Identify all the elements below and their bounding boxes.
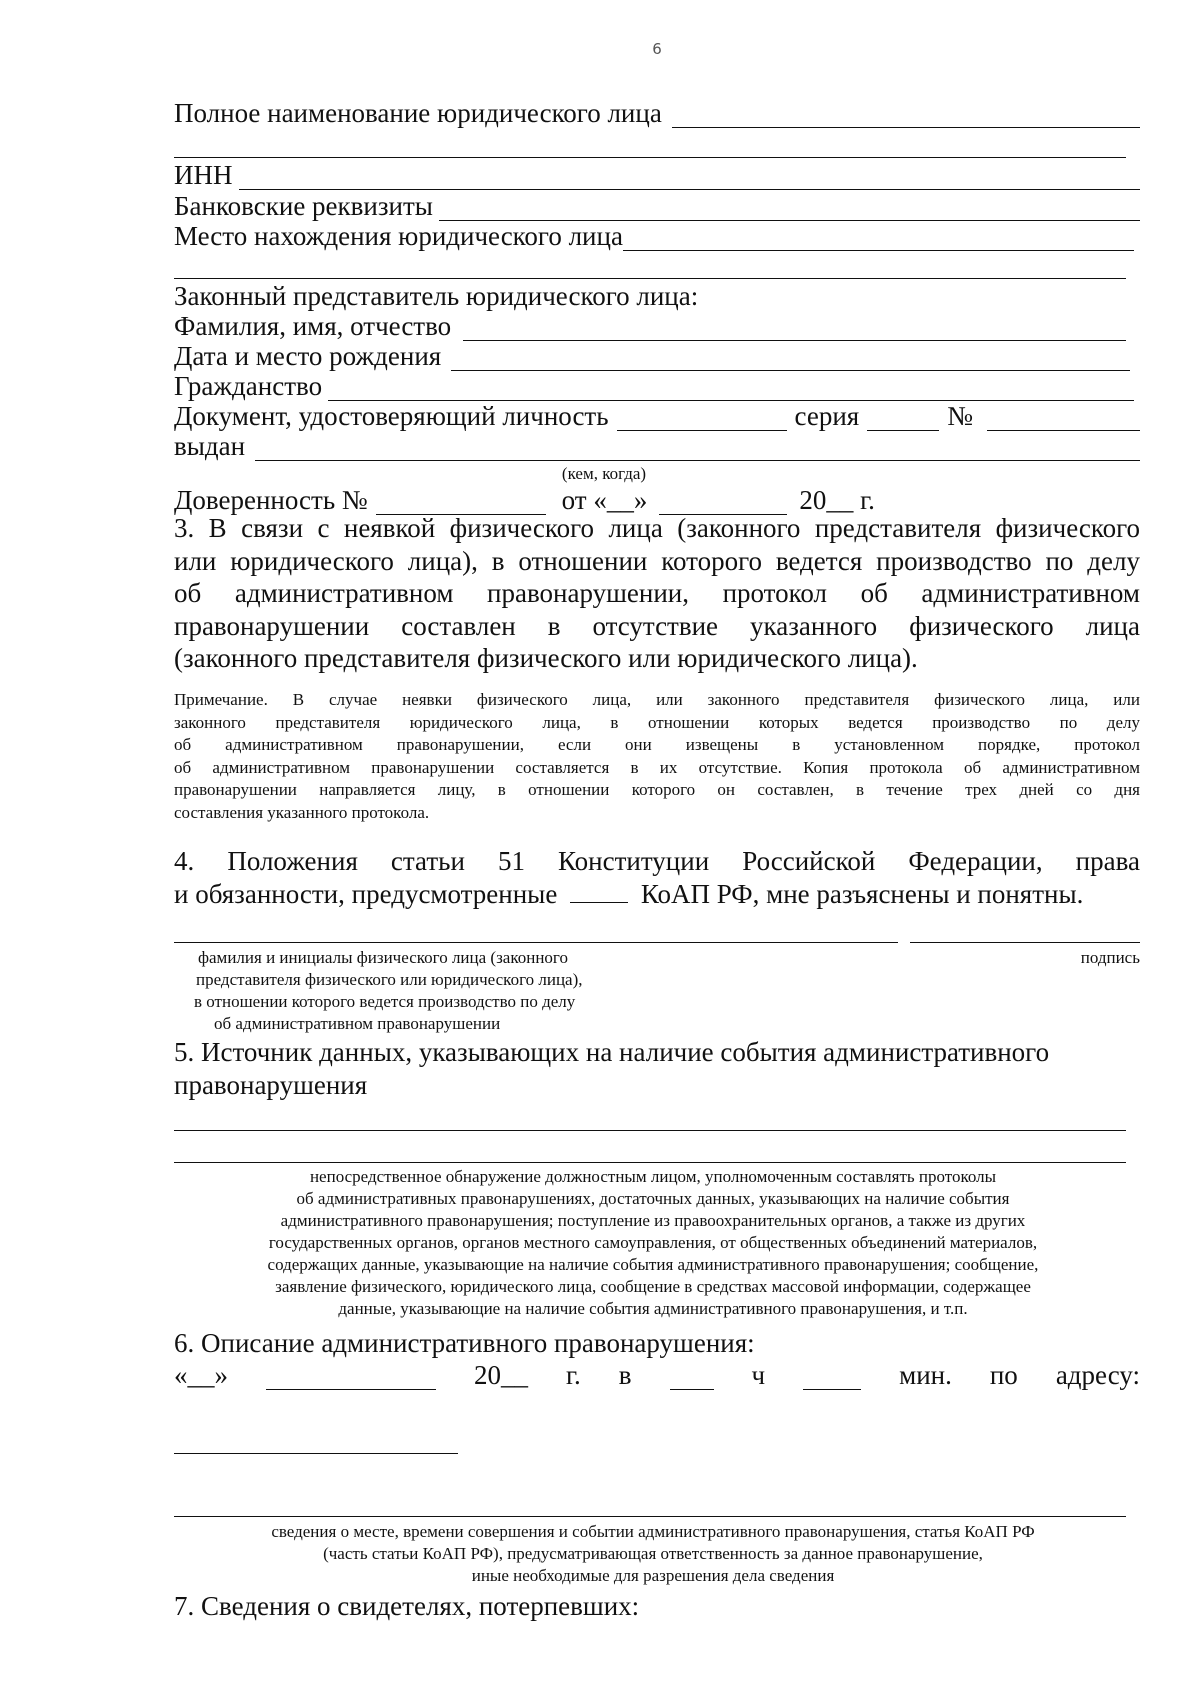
representative-heading: Законный представитель юридического лица:	[174, 281, 699, 311]
address-line[interactable]	[174, 1453, 458, 1454]
field-issued[interactable]	[174, 431, 1140, 461]
field-birth[interactable]	[174, 341, 1130, 371]
issued-line[interactable]	[255, 438, 1140, 461]
location-line-2[interactable]	[174, 278, 1126, 279]
signature-fio-hint: фамилия и инициалы физического лица (законного представителя физического или юридического лица), в отношении которого ведется производство по делу об административном правонарушении	[194, 948, 583, 1033]
section-7-title: 7. Сведения о свидетелях, потерпевших:	[174, 1591, 640, 1621]
page-number: 6	[652, 40, 662, 58]
id-doc-line[interactable]	[617, 408, 787, 431]
address-label: адресу:	[1055, 1360, 1140, 1390]
citizenship-line[interactable]	[328, 378, 1134, 401]
fio-signature-line[interactable]	[174, 942, 898, 943]
at-label: в	[618, 1360, 632, 1390]
signature-hint: подпись	[1080, 948, 1140, 967]
section-6-title: 6. Описание административного правонарушения:	[174, 1328, 755, 1358]
field-fio[interactable]	[174, 311, 1126, 341]
series-label: серия	[794, 401, 860, 431]
field-label: Дата и место рождения	[174, 341, 442, 371]
field-label: ИНН	[174, 160, 233, 190]
po-label: по	[989, 1360, 1018, 1390]
issued-hint: (кем, когда)	[561, 464, 647, 483]
description-hint: сведения о месте, времени совершения и событии административного правонарушения, статья КоАП РФ (часть статьи КоАП РФ), предусматривающая ответственность за данное правонарушение, иные необходимые для разрешения дела сведения	[271, 1522, 1035, 1585]
fio-line[interactable]	[463, 318, 1126, 341]
section-5-paragraph: 5. Источник данных, указывающих на наличие события административного правонарушения	[174, 1037, 1050, 1100]
poa-year-label: 20__ г.	[799, 485, 875, 515]
source-hint: непосредственное обнаружение должностным лицом, уполномоченным составлять протоколы об административных правонарушениях, достаточных данных, указывающих на наличие события административного правонарушения; поступление из правоохранительных органов, а также из других государственных органов, органов местного самоуправления, от общественных объединений материалов, содержащих данные, указывающие на наличие события административного правонарушения; сообщение, заявление физического, юридического лица, сообщение в средствах массовой информации, содержащее данные, указывающие на наличие события административного правонарушения, и т.п.	[267, 1167, 1039, 1318]
number-label: №	[947, 401, 973, 431]
source-line-2[interactable]	[174, 1162, 1126, 1163]
field-entity-name[interactable]	[174, 98, 1140, 128]
inn-line[interactable]	[239, 167, 1141, 190]
day-field[interactable]: «__»	[174, 1360, 228, 1390]
section-3-paragraph: 3. В связи с неявкой физического лица (законного представителя физического или юридического лица), в отношении которого ведется производство по делу об административном правонарушении, протокол об административном правонарушении составлен в отсутствие указанного физического лица (законного представителя физического или юридического лица).	[174, 513, 1140, 673]
field-location[interactable]	[174, 221, 1134, 251]
hour-label: ч	[751, 1360, 766, 1390]
field-label: Гражданство	[174, 371, 323, 401]
koap-article-line[interactable]	[570, 880, 628, 903]
description-line[interactable]	[174, 1516, 1126, 1517]
bank-line[interactable]	[439, 198, 1140, 221]
source-line-1[interactable]	[174, 1130, 1126, 1131]
year-suffix: г.	[566, 1360, 581, 1390]
field-label: Доверенность №	[174, 485, 368, 515]
section-4-paragraph: 4. Положения статьи 51 Конституции Российской Федерации, права и обязанности, предусмотренные КоАП РФ, мне разъяснены и понятны.	[174, 846, 1140, 909]
hour-line[interactable]	[670, 1367, 714, 1390]
field-citizenship[interactable]	[174, 371, 1134, 401]
series-line[interactable]	[867, 408, 939, 431]
field-id-doc[interactable]	[174, 401, 1140, 431]
note-paragraph: Примечание. В случае неявки физического лица, или законного представителя физического лица, или законного представителя юридического лица, в отношении которых ведется производство по делу об административном правонарушении, если они извещены в установленном порядке, протокол об административном правонарушении составляется в их отсутствие. Копия протокола об административном правонарушении направляется лицу, в отношении которого он составлен, в течение трех дней со дня составления указанного протокола.	[174, 690, 1140, 822]
minute-line[interactable]	[803, 1367, 861, 1390]
id-number-line[interactable]	[987, 408, 1140, 431]
field-label: Фамилия, имя, отчество	[174, 311, 452, 341]
violation-datetime-row[interactable]	[174, 1360, 1140, 1390]
location-line[interactable]	[623, 228, 1134, 251]
field-label: Документ, удостоверяющий личность	[174, 401, 609, 431]
entity-name-line-2[interactable]	[174, 157, 1126, 158]
field-inn[interactable]	[174, 160, 1140, 190]
entity-name-line[interactable]	[672, 105, 1140, 128]
field-bank[interactable]	[174, 191, 1140, 221]
month-line[interactable]	[266, 1367, 436, 1390]
field-label: Место нахождения юридического лица	[174, 221, 623, 251]
signature-line[interactable]	[910, 942, 1140, 943]
year-field[interactable]: 20__	[474, 1360, 528, 1390]
minute-label: мин.	[899, 1360, 952, 1390]
field-poa[interactable]	[174, 485, 914, 515]
birth-line[interactable]	[451, 348, 1130, 371]
poa-from-label: от «__»	[561, 485, 648, 515]
field-label: Полное наименование юридического лица	[174, 98, 662, 128]
field-label: выдан	[174, 431, 246, 461]
field-label: Банковские реквизиты	[174, 191, 433, 221]
